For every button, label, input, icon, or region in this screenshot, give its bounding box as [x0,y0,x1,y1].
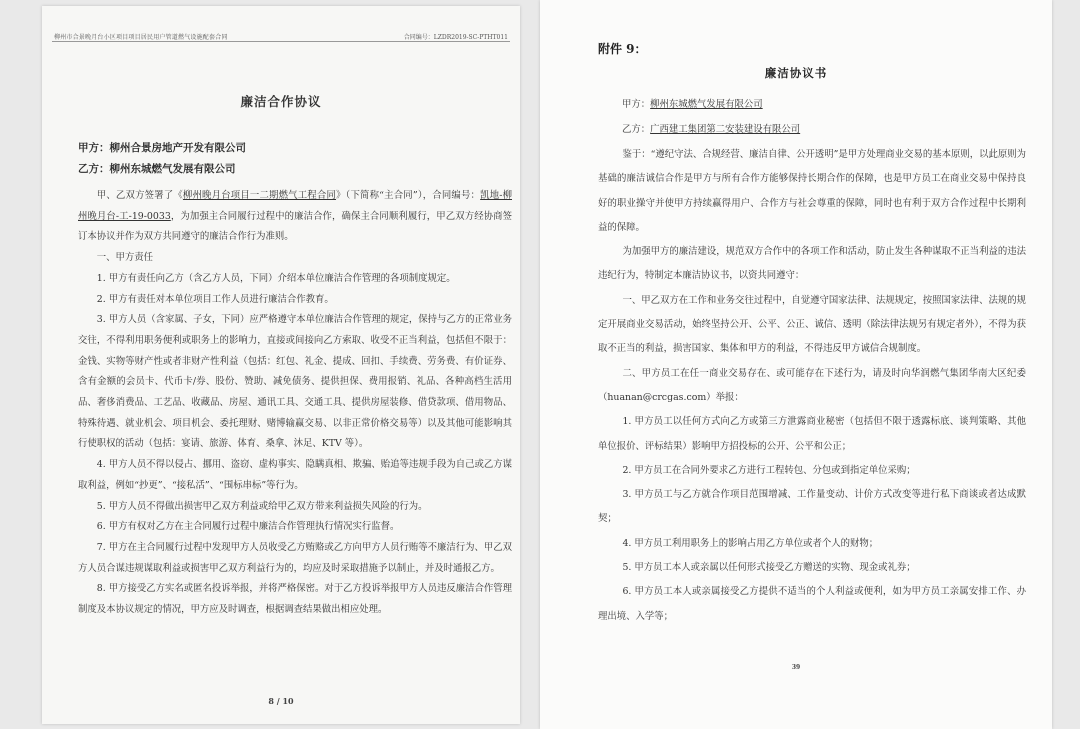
left-body-text [78,186,512,621]
paragraph: 为加强甲方的廉洁建设，规范双方合作中的各项工作和活动，防止发生各种谋取不正当利益的违法违纪行为，特制定本廉洁协议书，以资共同遵守： [598,246,1026,282]
header-divider [52,41,510,42]
clause-item: 2. 甲方有责任对本单位项目工作人员进行廉洁合作教育。 [96,293,334,305]
left-party-b: 乙方：柳州东城燃气发展有限公司 [78,163,236,175]
right-body-text [598,143,1026,629]
intro-paragraph [78,186,512,248]
party-a-label: 甲方： [622,99,651,110]
right-party-b [622,121,800,135]
section-heading: 一、甲方责任 [96,252,154,264]
paragraph: 2. 甲方员工在合同外要求乙方进行工程转包、分包或到指定单位采购； [622,464,916,476]
paragraph: 1. 甲方员工以任何方式向乙方或第三方泄露商业秘密（包括但不限于透露标底、谈判策略、其他单位报价、评标结果）影响甲方招投标的公开、公平和公正； [598,416,1026,452]
clause-item: 5. 甲方人员不得做出损害甲乙双方利益或给甲乙双方带来利益损失风险的行为。 [96,500,428,512]
clause-item: 7. 甲方在主合同履行过程中发现甲方人员收受乙方贿赂或乙方向甲方人员行贿等不廉洁行为、甲乙双方人员合谋违规谋取利益或损害甲乙双方利益行为的，均应及时采取措施予以制止，并及时通报乙方。 [78,541,512,574]
left-document-page [42,6,520,724]
right-party-a [622,96,763,110]
clause-item: 1. 甲方有责任向乙方（含乙方人员，下同）介绍本单位廉洁合作管理的各项制度规定。 [96,272,456,284]
left-party-a: 甲方：柳州合景房地产开发有限公司 [78,142,246,154]
left-page-title: 廉洁合作协议 [240,94,322,109]
party-b-label: 乙方： [622,124,651,135]
paragraph: 一、甲乙双方在工作和业务交往过程中，自觉遵守国家法律、法规规定，按照国家法律、法规的规定开展商业交易活动，始终坚持公开、公平、公正、诚信、透明（除法律法规另有规定者外），不得为获取不正当的利益，损害国家、集体和甲方的利益，不得违反甲方诚信合规制度。 [598,294,1026,355]
clause-item: 3. 甲方人员（含家属、子女，下同）应严格遵守本单位廉洁合作管理的规定，保持与乙方的正常业务交往，不得利用职务便利或职务上的影响力，直接或间接向乙方索取、收受不正当利益，包括但不限于：金钱、实物等财产性或者非财产性利益（包括：红包、礼金、提成、回扣、手续费、劳务费、有价证券、含有金额的会员卡、代币卡/券、股份、赞助、减免债务、提供担保、费用报销、礼品、各种高档生活用品、奢侈消费品、工艺品、收藏品、房屋、通讯工具、交通工具、提供房屋装修、借贷款项、借用物品、特殊待遇、就业机会、项目机会、委托理财、赌博输赢交易、以非正常价格交易等）以及其他可能影响其行使职权的活动（包括：宴请、旅游、体育、桑拿、沐足、KTV 等）。 [78,314,512,450]
paragraph: 鉴于：“遵纪守法、合规经营、廉洁自律、公开透明”是甲方处理商业交易的基本原则，以此原则为基础的廉洁诚信合作是甲方与所有合作方能够保持长期合作的保障，也是甲方员工在商业交易中保持良好的职业操守并使甲方持续赢得用户、合作方与社会尊重的保障，同时也有利于双方合作过程中长期利益的保障。 [598,149,1026,233]
paragraph: 5. 甲方员工本人或亲属以任何形式接受乙方赠送的实物、现金或礼券； [622,562,916,574]
party-b-name: 广西建工集团第二安装建设有限公司 [650,124,801,135]
right-page-number: 39 [791,664,801,671]
attachment-label: 附件 9： [598,42,647,56]
right-document-page [540,0,1052,729]
intro-text-3: ，为加强主合同履行过程中的廉洁合作，确保主合同顺利履行，甲乙双方经协商签订本协议并作为双方共同遵守的廉洁合作行为准则。 [78,210,512,243]
clause-item: 8. 甲方接受乙方实名或匿名投诉举报，并将严格保密。对于乙方投诉举报甲方人员违反廉洁合作管理制度及本协议规定的情况，甲方应及时调查，根据调查结果做出相应处理。 [78,583,512,616]
clause-item: 4. 甲方人员不得以侵占、挪用、盗窃、虚构事实、隐瞒真相、欺骗、贻追等违规手段为自己或乙方谋取利益，例如“抄更”、“接私活”、“围标串标”等行为。 [78,459,512,491]
party-a-name: 柳州东城燃气发展有限公司 [650,99,763,110]
left-header-contract-name: 柳州市合景晚月台小区项目项目居民用户管道燃气设施配套合同 [54,34,228,41]
left-header-contract-number: 合同编号：LZDR2019-SC-PTHT011 [403,34,508,41]
right-page-title: 廉洁协议书 [764,66,828,80]
contract-name: 柳州晚月台项目一二期燃气工程合同 [182,190,337,201]
intro-text-2: 》（下简称“主合同”），合同编号： [336,190,481,201]
intro-text-1: 甲、乙双方签署了《 [96,190,183,201]
paragraph: 4. 甲方员工利用职务上的影响占用乙方单位或者个人的财物； [622,537,879,549]
paragraph: 3. 甲方员工与乙方就合作项目范围增减、工作量变动、计价方式改变等进行私下商谈或者达成默契； [598,489,1026,525]
contract-code: 凯地-柳州晚月台-工-19-0033 [78,190,512,222]
clause-item: 6. 甲方有权对乙方在主合同履行过程中廉洁合作管理执行情况实行监督。 [96,521,400,533]
left-page-number: 8 / 10 [268,696,294,706]
paragraph: 二、甲方员工在任一商业交易存在、或可能存在下述行为，请及时向华润燃气集团华南大区纪委（huanan@crcgas.com）举报： [598,367,1026,403]
paragraph: 6. 甲方员工本人或亲属接受乙方提供不适当的个人利益或便利，如为甲方员工亲属安排工作、办理出境、入学等； [598,586,1026,622]
